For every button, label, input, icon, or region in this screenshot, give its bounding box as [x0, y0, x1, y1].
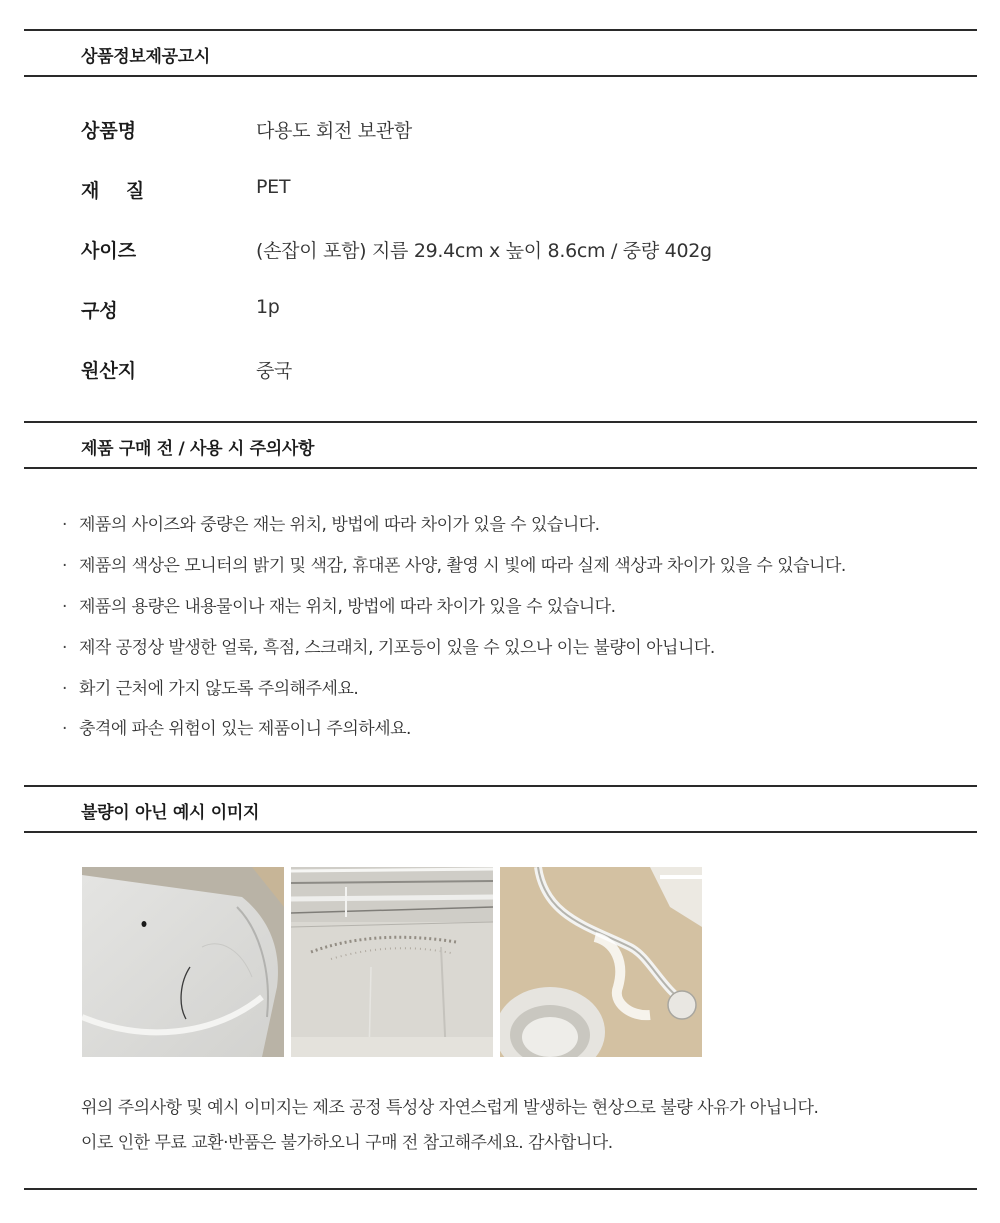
caution-text: 화기 근처에 가지 않도록 주의해주세요.	[79, 679, 359, 699]
caution-item	[62, 714, 411, 739]
spec-value-size: (손잡이 포함) 지름 29.4cm x 높이 8.6cm / 중량 402g	[256, 240, 712, 262]
caution-item	[62, 674, 358, 699]
bullet-icon: ·	[62, 556, 67, 576]
spec-label-composition: 구성	[81, 300, 118, 322]
spec-value-origin: 중국	[256, 360, 293, 382]
divider	[24, 467, 977, 469]
bullet-icon: ·	[62, 679, 67, 699]
spec-label-origin: 원산지	[81, 360, 137, 382]
divider	[24, 75, 977, 77]
caution-item	[62, 510, 600, 535]
spec-label-material: 재 질	[81, 180, 145, 202]
spec-label-size: 사이즈	[81, 240, 137, 262]
bullet-icon: ·	[62, 597, 67, 617]
divider	[24, 1188, 977, 1190]
example-photo-whitening	[500, 867, 702, 1057]
spec-value-composition: 1p	[256, 296, 280, 318]
divider	[24, 421, 977, 423]
section-title-caution: 제품 구매 전 / 사용 시 주의사항	[81, 439, 315, 459]
example-photo-speck	[82, 867, 284, 1057]
spec-label-name: 상품명	[81, 120, 137, 142]
bullet-icon: ·	[62, 719, 67, 739]
spec-value-material: PET	[256, 176, 291, 198]
bullet-icon: ·	[62, 638, 67, 658]
divider	[24, 831, 977, 833]
example-photo-stain	[291, 867, 493, 1057]
section-title-example: 불량이 아닌 예시 이미지	[81, 803, 260, 823]
section-title-product-info: 상품정보제공고시	[81, 47, 210, 67]
bullet-icon: ·	[62, 515, 67, 535]
divider	[24, 29, 977, 31]
divider	[24, 785, 977, 787]
closing-text-line-2: 이로 인한 무료 교환·반품은 불가하오니 구매 전 참고해주세요. 감사합니다.	[81, 1133, 613, 1153]
closing-text-line-1: 위의 주의사항 및 예시 이미지는 제조 공정 특성상 자연스럽게 발생하는 현상으로 불량 사유가 아닙니다.	[81, 1098, 819, 1118]
caution-text: 제품의 용량은 내용물이나 재는 위치, 방법에 따라 차이가 있을 수 있습니다.	[79, 597, 616, 617]
caution-text: 제품의 색상은 모니터의 밝기 및 색감, 휴대폰 사양, 촬영 시 빛에 따라 실제 색상과 차이가 있을 수 있습니다.	[79, 556, 846, 576]
caution-text: 제작 공정상 발생한 얼룩, 흑점, 스크래치, 기포등이 있을 수 있으나 이는 불량이 아닙니다.	[79, 638, 715, 658]
caution-text: 충격에 파손 위험이 있는 제품이니 주의하세요.	[79, 719, 411, 739]
caution-item	[62, 551, 846, 576]
spec-value-name: 다용도 회전 보관함	[256, 120, 412, 142]
caution-text: 제품의 사이즈와 중량은 재는 위치, 방법에 따라 차이가 있을 수 있습니다.	[79, 515, 600, 535]
caution-item	[62, 592, 616, 617]
caution-item	[62, 633, 715, 658]
